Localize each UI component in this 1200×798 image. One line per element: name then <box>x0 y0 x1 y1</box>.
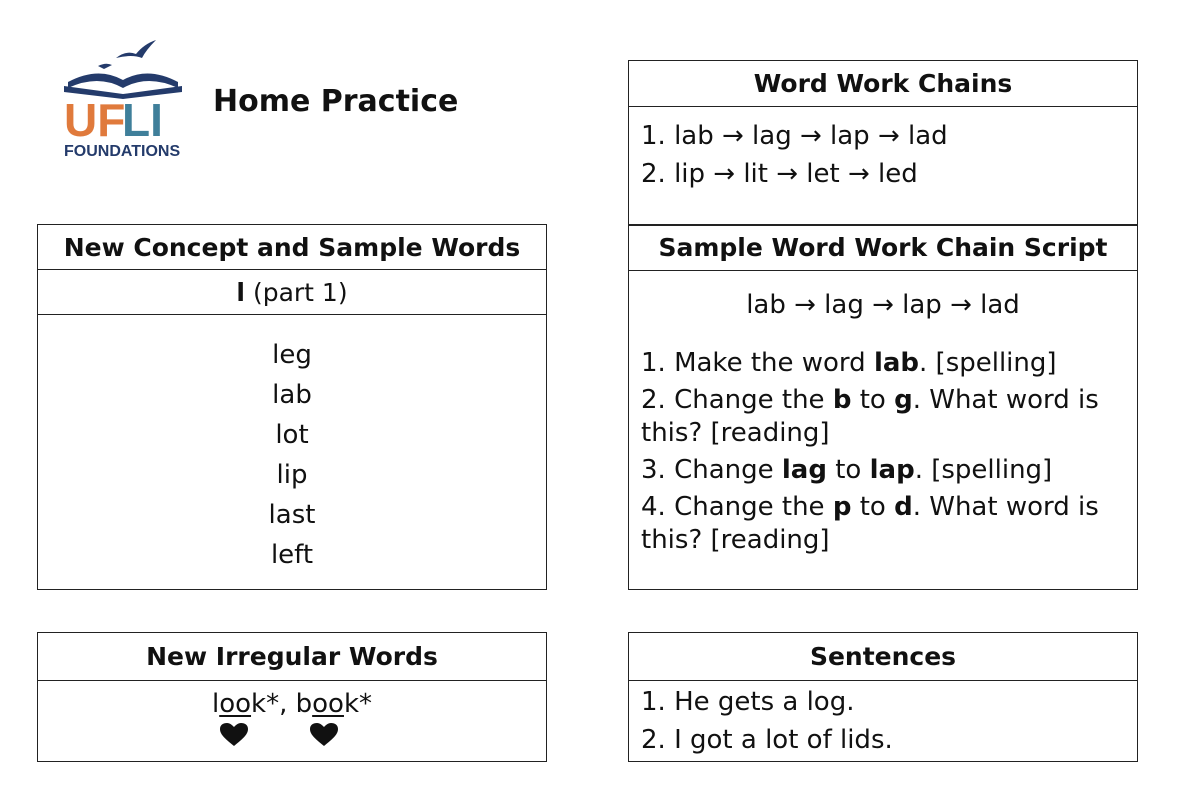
sample-word: lot <box>275 420 309 450</box>
irregular-word-list <box>38 681 546 759</box>
ufli-logo <box>58 36 188 161</box>
irregular-word: book* <box>296 689 372 719</box>
chain-item: 2. lip → lit → let → led <box>641 159 918 189</box>
chain-list <box>629 107 1137 193</box>
sentence-list <box>629 681 1137 759</box>
sentences-header: Sentences <box>629 633 1137 681</box>
chain-item: 1. lab → lag → lap → lad <box>641 121 948 151</box>
logo-subtitle: FOUNDATIONS <box>64 143 181 160</box>
script-example-chain: lab → lag → lap → lad <box>746 290 1020 320</box>
script-step: 1. Make the word lab. [spelling] <box>641 348 1057 378</box>
script-steps <box>629 325 1137 557</box>
heart-icon <box>220 723 248 747</box>
sample-word-list <box>38 315 546 575</box>
logo-letters-uf: UF <box>64 94 126 146</box>
script-step: 3. Change lag to lap. [spelling] <box>641 455 1053 485</box>
word-work-chains-header: Word Work Chains <box>629 61 1137 107</box>
irregular-word: look* <box>212 689 279 719</box>
sample-word: lip <box>276 460 308 490</box>
sentences-box <box>628 632 1138 762</box>
word-work-chains-box <box>628 60 1138 226</box>
sample-word: left <box>270 540 314 570</box>
script-step: 4. Change the p to d. What word is this? [reading] <box>641 492 1099 555</box>
heart-icon <box>310 723 338 747</box>
irregular-words-header: New Irregular Words <box>38 633 546 681</box>
concept-letter: l <box>236 278 245 307</box>
new-concept-box <box>37 224 547 590</box>
chain-script-box <box>628 224 1138 590</box>
irregular-part: oo <box>219 689 252 719</box>
concept-part: (part 1) <box>245 278 348 307</box>
logo-letters-li: LI <box>122 94 163 146</box>
word-separator: , <box>279 689 296 719</box>
concept-label <box>38 270 546 315</box>
chain-script-header: Sample Word Work Chain Script <box>629 225 1137 271</box>
sample-word: last <box>268 500 316 530</box>
sentence-item: 1. He gets a log. <box>641 687 855 717</box>
page-title: Home Practice <box>213 84 459 119</box>
new-concept-header: New Concept and Sample Words <box>38 225 546 270</box>
sentence-item: 2. I got a lot of lids. <box>641 725 893 755</box>
irregular-words-box <box>37 632 547 762</box>
script-step: 2. Change the b to g. What word is this? [reading] <box>641 385 1099 448</box>
irregular-part: oo <box>312 689 344 719</box>
logo-graphic <box>58 36 188 161</box>
sample-word: lab <box>272 380 312 410</box>
sample-word: leg <box>272 340 312 370</box>
